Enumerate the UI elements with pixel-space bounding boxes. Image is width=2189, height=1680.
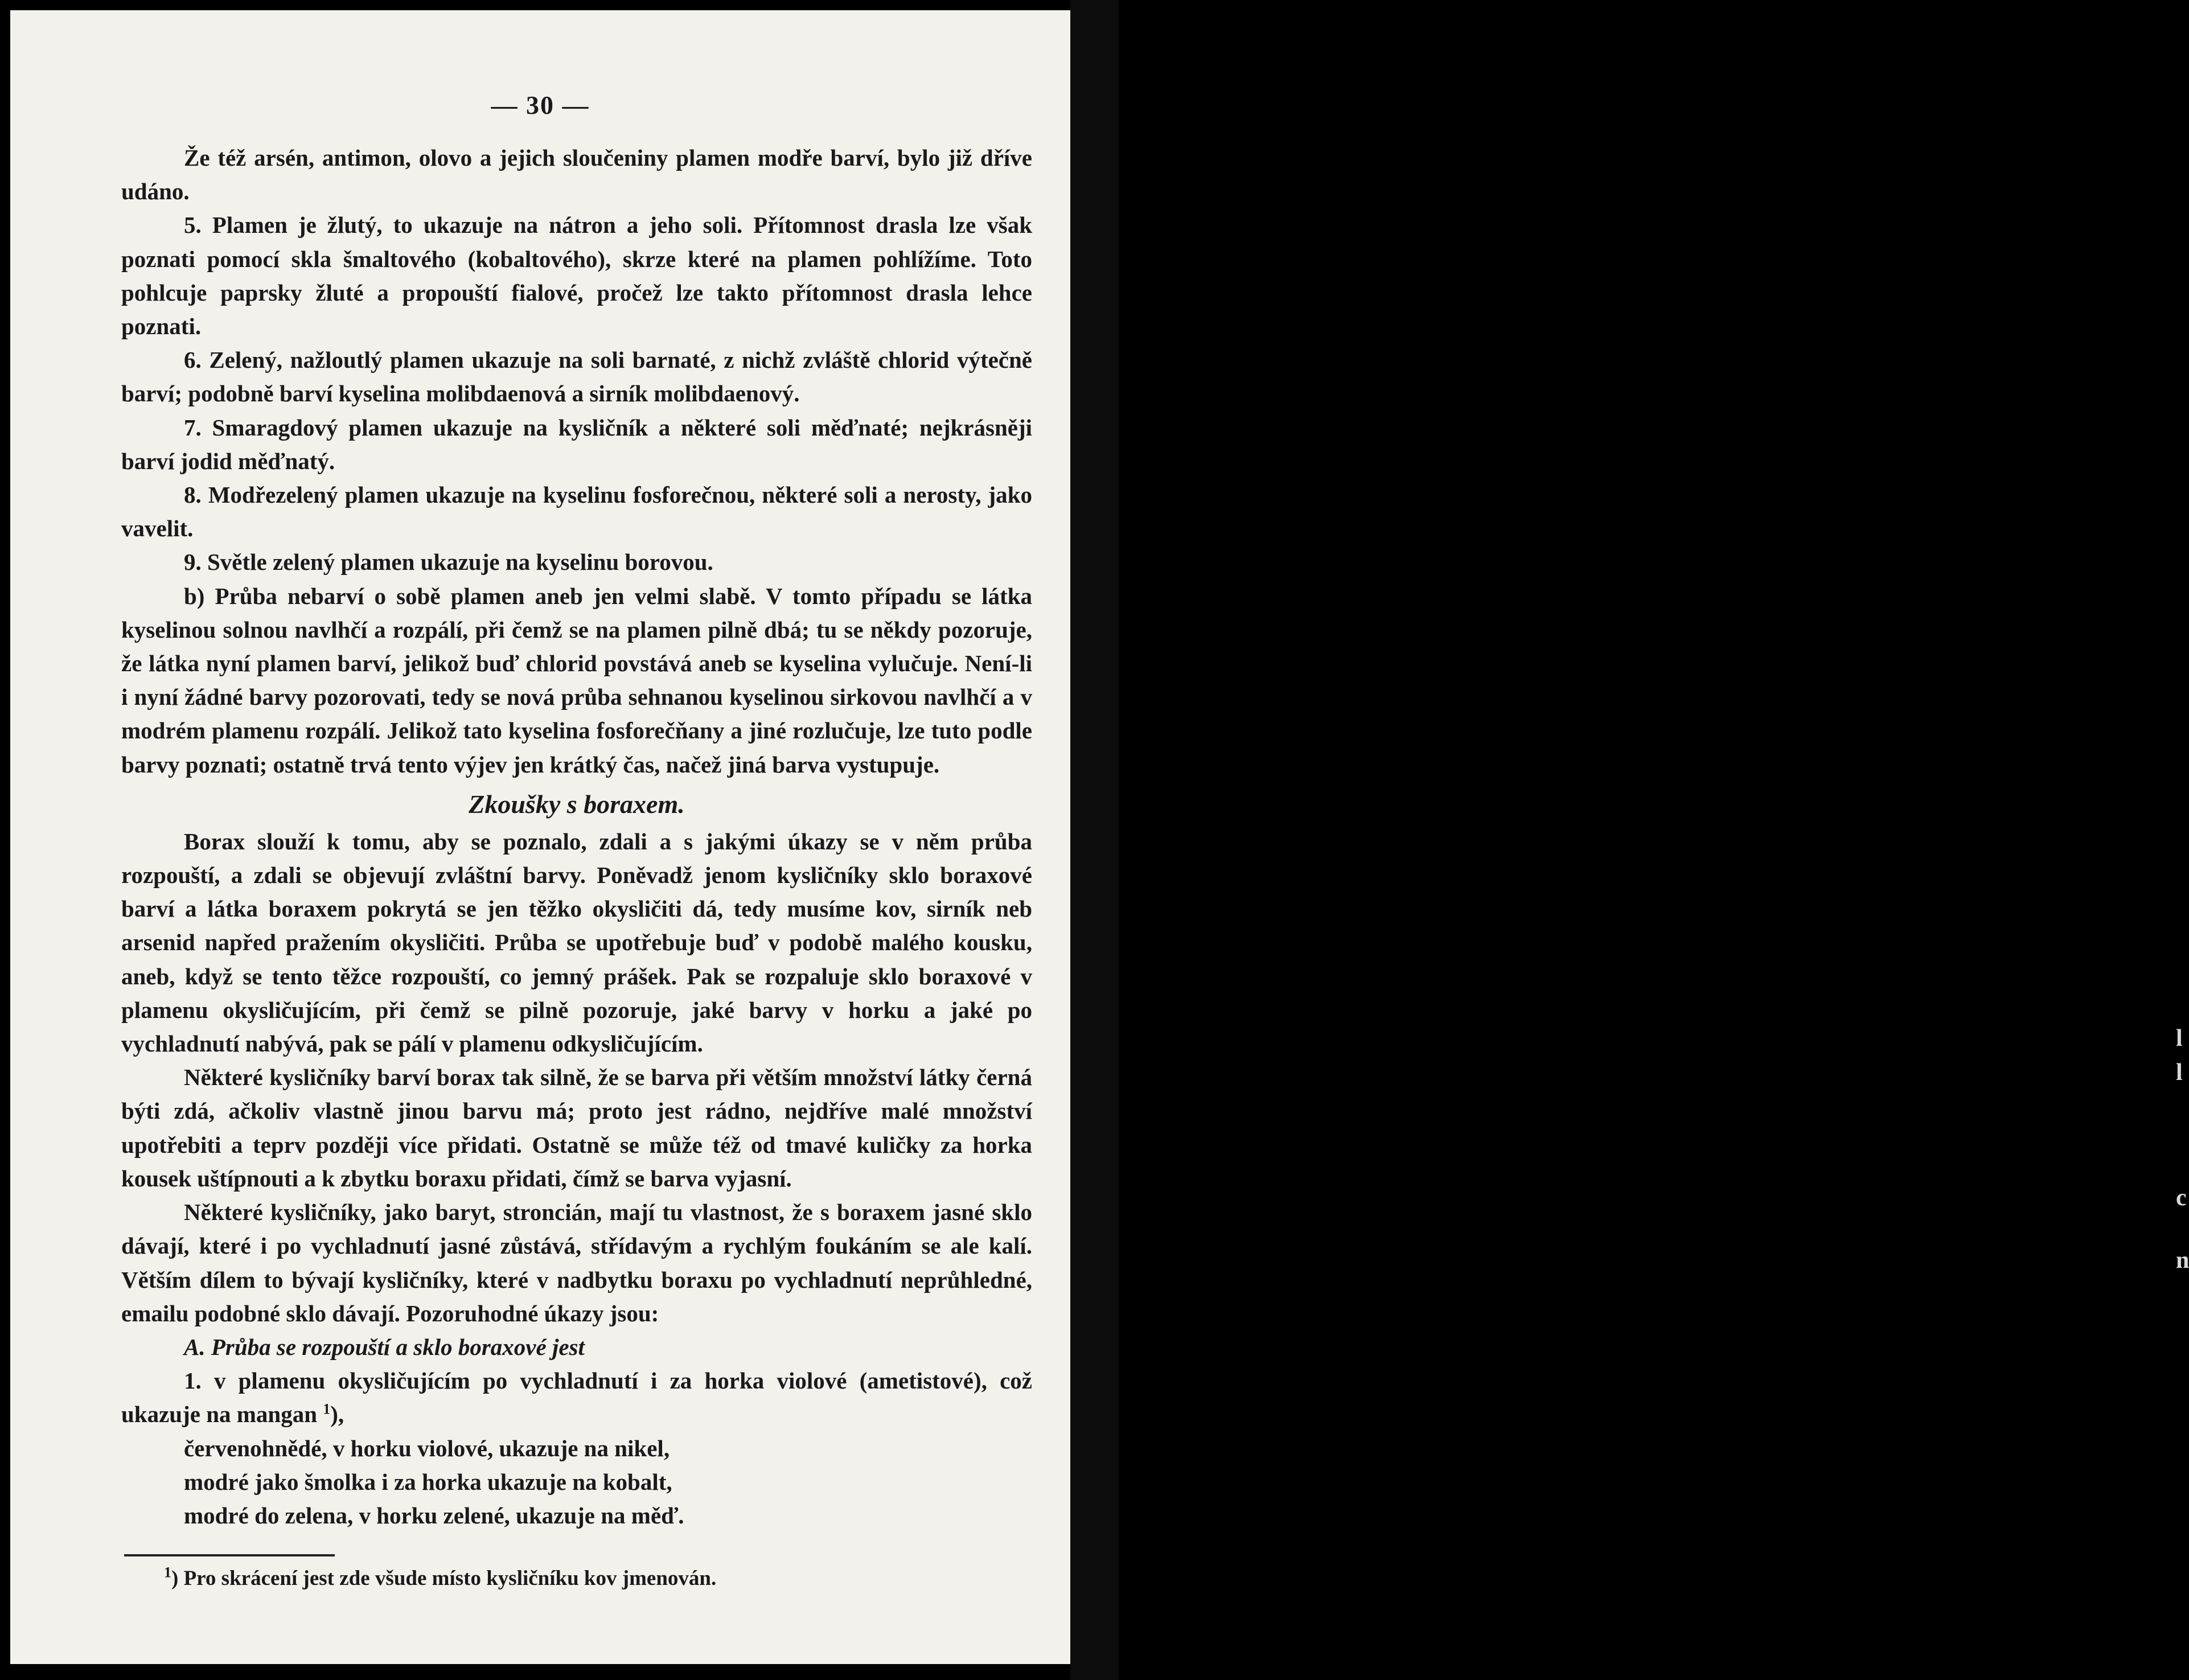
footnote: $^1$) Pro skrácení jest zde všude místo kysličníku kov jmenován. (164, 1564, 717, 1590)
paragraph: Borax slouží k tomu, aby se poznalo, zdali a s jakými úkazy se v něm průba rozpouští, a zdali se objevují zvláštní barvy. Poněvadž jenom kysličníky sklo boraxové barví a látka boraxem pokrytá se jen těžko okysličiti dá, tedy musíme kov, sirník neb arsenid napřed pražením okysličiti. Průba se upotřebuje buď v podobě malého kousku, aneb, když se tento těžce rozpouští, co jemný prášek. Pak se rozpaluje sklo boraxové v plamenu okysličujícím, při čemž se pilně pozoruje, jaké barvy v horku a jaké po vychladnutí nabývá, pak se pálí v plamenu odkysličujícím. (121, 828, 1032, 1057)
paragraph: 6. Zelený, nažloutlý plamen ukazuje na soli barnaté, z nichž zvláště chlorid výtečně barví; podobně barví kyselina molibdaenová a sirník molibdaenový. (121, 347, 1032, 407)
edge-letter: l (2176, 1059, 2183, 1086)
paragraph: 9. Světle zelený plamen ukazuje na kyselinu borovou. (184, 549, 713, 576)
edge-letter: c (2176, 1185, 2187, 1211)
paragraph: Některé kysličníky barví borax tak silně, že se barva při větším množství látky černá býti zdá, ačkoliv vlastně jinou barvu má; proto jest rádno, nejdříve malé množství upotřebiti a teprv později více přidati. Ostatně se může též od tmavé kuličky za horka kousek uštípnouti a k zbytku boraxu přidati, čímž se barva vyjasní. (121, 1064, 1032, 1192)
paragraph: 7. Smaragdový plamen ukazuje na kysličník a některé soli měďnaté; nejkrásněji barví jodid měďnatý. (121, 414, 1032, 474)
adjacent-page-edge (1070, 0, 2189, 1680)
footnote-divider (124, 1554, 335, 1556)
list-item: modré jako šmolka i za horka ukazuje na kobalt, (184, 1468, 672, 1495)
edge-letter: l (2176, 1025, 2183, 1051)
list-item: 1. v plamenu okysličujícím po vychladnutí i za horka violové (ametistové), což ukazuje na mangan $^1$), (121, 1367, 1032, 1428)
scanned-page (10, 10, 1070, 1664)
page-number: — 30 — (491, 91, 590, 120)
footnote-mark: 1 (164, 1564, 171, 1581)
edge-letter: n (2176, 1247, 2189, 1274)
list-heading: A. Průba se rozpouští a sklo boraxové jest (184, 1333, 585, 1360)
footnote-ref: 1 (323, 1400, 331, 1418)
paragraph: 5. Plamen je žlutý, to ukazuje na nátron a jeho soli. Přítomnost drasla lze však poznati pomocí skla šmaltového (kobaltového), skrze které na plamen pohlížíme. Toto pohlcuje paprsky žluté a propouští fialové, pročež lze takto přítomnost drasla lehce poznati. (121, 212, 1032, 340)
paragraph: Některé kysličníky, jako baryt, stroncián, mají tu vlastnost, že s boraxem jasné sklo dávají, které i po vychladnutí jasné zůstává, střídavým a rychlým foukáním se ale kalí. Větším dílem to bývají kysličníky, které v nadbytku boraxu po vychladnutí neprůhledné, emailu podobné sklo dávají. Pozoruhodné úkazy jsou: (121, 1199, 1032, 1326)
paragraph: b) Průba nebarví o sobě plamen aneb jen velmi slabě. V tomto případu se látka kyselinou solnou navlhčí a rozpálí, při čemž se na plamen pilně dbá; tu se někdy pozoruje, že látka nyní plamen barví, jelikož buď chlorid povstává aneb se kyselina vylučuje. Není-li i nyní žádné barvy pozorovati, tedy se nová průba sehnanou kyselinou sirkovou navlhčí a v modrém plamenu rozpálí. Jelikož tato kyselina fosforečňany a jiné rozlučuje, lze tuto podle barvy poznati; ostatně trvá tento výjev jen krátký čas, načež jiná barva vystupuje. (121, 582, 1032, 778)
section-heading: Zkoušky s boraxem. (469, 789, 685, 819)
list-item: červenohnědé, v horku violové, ukazuje na nikel, (184, 1435, 670, 1461)
paragraph: 8. Modřezelený plamen ukazuje na kyselinu fosforečnou, některé soli a nerosty, jako vavelit. (121, 482, 1032, 542)
paragraph: Že též arsén, antimon, olovo a jejich sloučeniny plamen modře barví, bylo již dříve udáno. (121, 145, 1032, 205)
body-text (121, 141, 1032, 1533)
list-item: modré do zelena, v horku zelené, ukazuje na měď. (184, 1502, 684, 1529)
